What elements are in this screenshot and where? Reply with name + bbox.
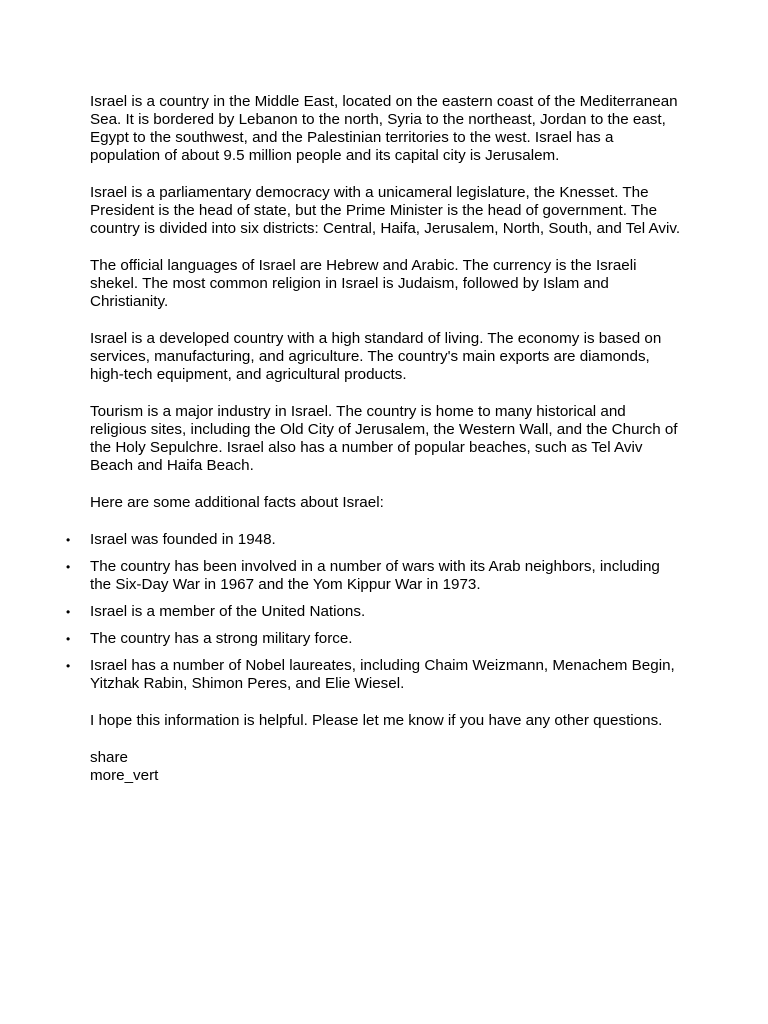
list-item bbox=[66, 630, 682, 648]
list-item bbox=[66, 531, 682, 549]
list-item bbox=[66, 558, 682, 594]
paragraph-facts-intro: Here are some additional facts about Israel: bbox=[90, 494, 384, 511]
list-item-text: The country has a strong military force. bbox=[90, 630, 353, 647]
bullet-icon: • bbox=[66, 560, 71, 574]
list-item-text: Israel was founded in 1948. bbox=[90, 531, 276, 548]
list-item bbox=[66, 603, 682, 621]
action-links bbox=[90, 749, 682, 785]
paragraph-tourism: Tourism is a major industry in Israel. The country is home to many historical and religious sites, including the Old City of Jerusalem, the Western Wall, and the Church of the Holy Sepulchre. Israel also has a number of popular beaches, such as Tel Aviv Beach and Haifa Beach. bbox=[90, 403, 678, 474]
list-item-text: Israel has a number of Nobel laureates, including Chaim Weizmann, Menachem Begin, Yitzhak Rabin, Shimon Peres, and Elie Wiesel. bbox=[90, 657, 675, 692]
document-body bbox=[66, 93, 682, 785]
paragraph-intro: Israel is a country in the Middle East, located on the eastern coast of the Mediterranean Sea. It is bordered by Lebanon to the north, Syria to the northeast, Jordan to the east, Egypt to the southwest, and the Palestinian territories to the west. Israel has a population of about 9.5 million people and its capital city is Jerusalem. bbox=[90, 93, 678, 164]
bullet-icon: • bbox=[66, 533, 71, 547]
bullet-icon: • bbox=[66, 632, 71, 646]
facts-list bbox=[66, 531, 682, 693]
list-item bbox=[66, 657, 682, 693]
paragraph-economy: Israel is a developed country with a high standard of living. The economy is based on services, manufacturing, and agriculture. The country's main exports are diamonds, high-tech equipment, and agricultural products. bbox=[90, 330, 662, 383]
bullet-icon: • bbox=[66, 659, 71, 673]
bullet-icon: • bbox=[66, 605, 71, 619]
list-item-text: The country has been involved in a number of wars with its Arab neighbors, including the Six-Day War in 1967 and the Yom Kippur War in 1973. bbox=[90, 558, 660, 593]
paragraph-languages: The official languages of Israel are Hebrew and Arabic. The currency is the Israeli shekel. The most common religion in Israel is Judaism, followed by Islam and Christianity. bbox=[90, 257, 637, 310]
list-item-text: Israel is a member of the United Nations. bbox=[90, 603, 366, 620]
paragraph-government: Israel is a parliamentary democracy with a unicameral legislature, the Knesset. The President is the head of state, but the Prime Minister is the head of government. The country is divided into six districts: Central, Haifa, Jerusalem, North, South, and Tel Aviv. bbox=[90, 184, 681, 237]
more-options-link[interactable]: more_vert bbox=[90, 767, 159, 784]
paragraph-closing: I hope this information is helpful. Please let me know if you have any other questions. bbox=[90, 712, 663, 729]
share-link[interactable]: share bbox=[90, 749, 128, 766]
